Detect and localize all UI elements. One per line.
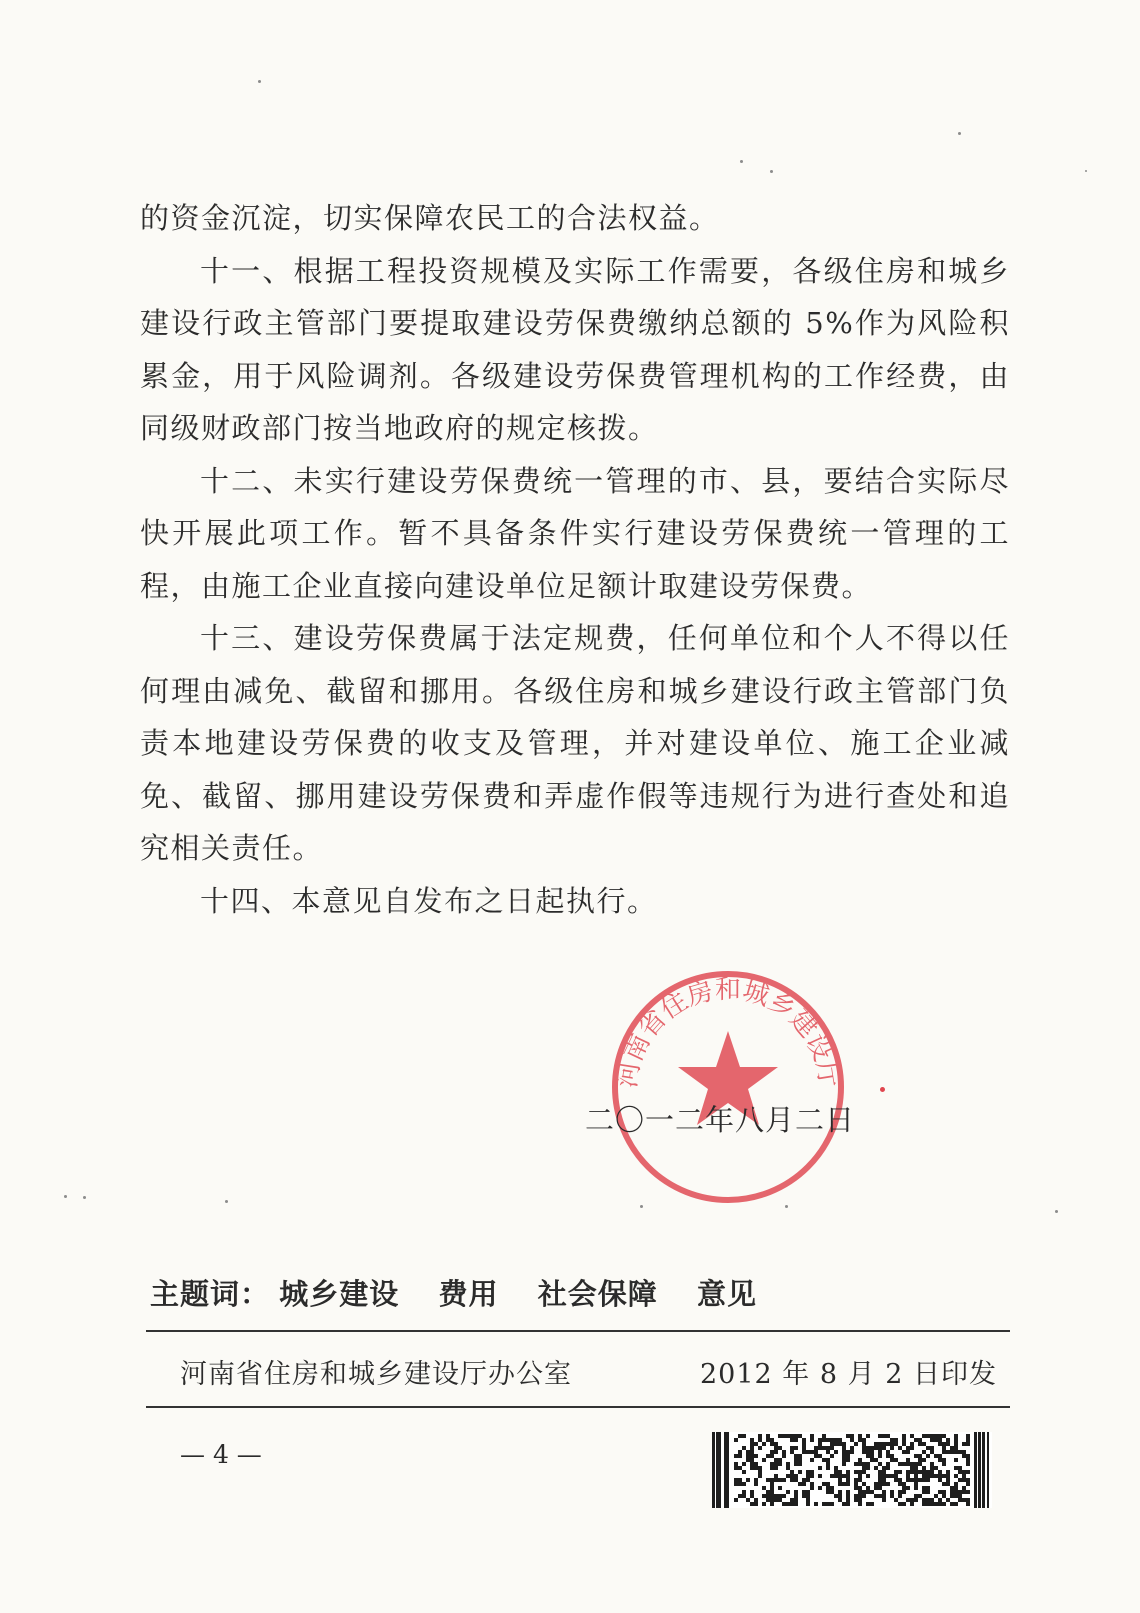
paragraph-article-12: 十二、未实行建设劳保费统一管理的市、县，要结合实际尽快开展此项工作。暂不具备条件实行建设劳保费统一管理的工程，由施工企业直接向建设单位足额计取建设劳保费。 [140,463,1010,603]
signature-date: 二〇一二年八月二日 [585,1103,856,1137]
subject-keyword: 社会保障 [537,1277,658,1311]
barcode-icon [712,1432,992,1508]
scan-speck [1085,170,1087,172]
scan-speck [258,80,261,83]
subject-keyword: 城乡建设 [279,1277,400,1311]
scan-speck [770,170,773,173]
scan-speck [225,1200,228,1203]
scan-speck [83,1196,86,1199]
divider-bottom [146,1406,1010,1408]
subject-keywords [150,1272,787,1313]
scan-speck [1055,1210,1058,1213]
paragraph-article-13: 十三、建设劳保费属于法定规费，任何单位和个人不得以任何理由减免、截留和挪用。各级住房和城乡建设行政主管部门负责本地建设劳保费的收支及管理，并对建设单位、施工企业减免、截留、挪用建设劳保费和弄虚作假等违规行为进行查处和追究相关责任。 [140,621,1010,865]
scan-speck [880,1087,885,1092]
subject-keyword: 费用 [438,1277,499,1311]
paragraph-article-14: 十四、本意见自发布之日起执行。 [200,883,658,918]
divider-top [146,1330,1010,1332]
subject-keyword: 意见 [696,1277,757,1311]
scan-speck [64,1195,67,1198]
scan-speck [958,132,961,135]
issue-info [180,1352,997,1391]
seal-text: 河南省住房和城乡建设厅 [612,975,844,1090]
subject-label: 主题词： [150,1277,271,1311]
issue-date: 2012 年 8 月 2 日印发 [700,1359,997,1390]
official-seal-icon [608,967,848,1207]
scan-speck [740,160,743,163]
paragraph-continuation: 的资金沉淀，切实保障农民工的合法权益。 [140,201,720,235]
body-text [140,192,1010,927]
page-number: — 4 — [180,1440,262,1469]
issuer-name: 河南省住房和城乡建设厅办公室 [180,1359,572,1390]
paragraph-article-11: 十一、根据工程投资规模及实际工作需要，各级住房和城乡建设行政主管部门要提取建设劳保费缴纳总额的 5%作为风险积累金，用于风险调剂。各级建设劳保费管理机构的工作经费，由同级财政部门按当地政府的规定核拨。 [140,253,1010,445]
